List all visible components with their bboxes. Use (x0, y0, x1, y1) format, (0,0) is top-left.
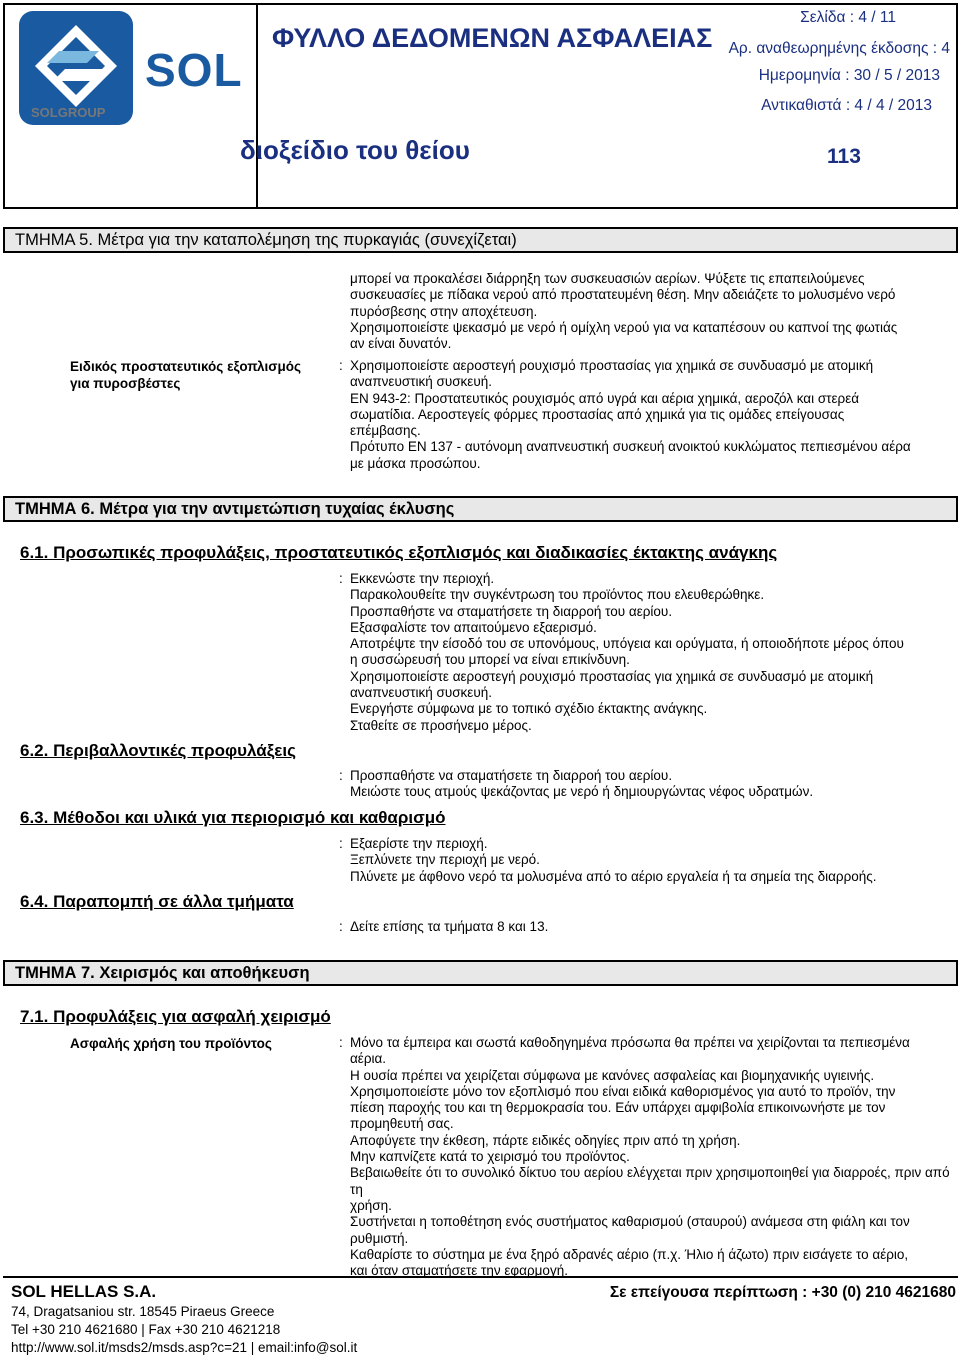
text-line: Ξεπλύνετε την περιοχή με νερό. (350, 852, 540, 868)
text-line: Χρησιμοποιείστε ψεκασμό με νερό ή ομίχλη νερού για να καταπέσουν ου καπνοί της φωτιάς (350, 319, 898, 335)
revision-number: Αρ. αναθεωρημένης έκδοσης : 4 (728, 40, 950, 57)
text-line: συσκευασίες με πίδακα νερού από προστατευμένη θέση. Μην αδειάζετε το μολυσμένο νερό (350, 287, 896, 303)
text-line: Συστήνεται η τοποθέτηση ενός συστήματος καθαρισμού (σταυρού) ανάμεσα στη φιάλη και τον (350, 1214, 910, 1230)
substance-number: 113 (827, 145, 861, 168)
text-line: Μειώστε τους ατμούς ψεκάζοντας με νερό ή δημιουργώντας νέφος υδρατμών. (350, 784, 814, 800)
text-line: Αποτρέψτε την είσοδό του σε υπονόμους, υπόγεια και ορύγματα, ή οποιοδήποτε μέρος όπου (350, 636, 904, 652)
subsection-6-4-title: 6.4. Παραπομπή σε άλλα τμήματα (20, 892, 294, 911)
footer-company: SOL HELLAS S.A. (11, 1282, 157, 1301)
text-line: αναπνευστική συσκευή. (350, 374, 492, 390)
issue-date: Ημερομηνία : 30 / 5 / 2013 (758, 67, 940, 84)
text-line: και όταν σταματήσετε την εφαρμογή. (350, 1263, 568, 1279)
text-line: επέμβασης. (350, 423, 421, 439)
text-line: Η ουσία πρέπει να χειρίζεται σύμφωνα με κανόνες ασφαλείας και βιομηχανικής υγιεινής. (350, 1067, 875, 1083)
text-line: Μόνο τα έμπειρα και σωστά καθοδηγημένα πρόσωπα θα πρέπει να χειρίζονται τα πεπιεσμένα (350, 1035, 910, 1050)
text-line: Μην καπνίζετε κατά το χειρισμό του προϊόντος. (350, 1149, 630, 1165)
page-number: Σελίδα : 4 / 11 (800, 9, 896, 26)
text-line: Προσπαθήστε να σταματήσετε τη διαρροή του αερίου. (350, 768, 673, 783)
text-line: Πρότυπο EN 137 - αυτόνομη αναπνευστική συσκευή ανοικτού κυκλώματος πεπιεσμένου αέρα (350, 439, 911, 455)
text-line: πίεση παροχής του και τη θερμοκρασία του. Εάν υπάρχει αμφιβολία επικοινωνήστε με τον (350, 1100, 886, 1116)
text-line: αναπνευστική συσκευή. (350, 685, 492, 701)
text-line: Χρησιμοποιείστε μόνο τον εξοπλισμό που είναι ειδικά καθορισμένος για αυτό το προϊόν, την (350, 1083, 896, 1099)
replaces-date: Αντικαθιστά : 4 / 4 / 2013 (761, 97, 932, 114)
document-footer (3, 1276, 958, 1356)
text-line: Εκκενώστε την περιοχή. (350, 571, 495, 586)
section-5-bar: ΤΜΗΜΑ 5. Μέτρα για την καταπολέμηση της πυρκαγιάς (συνεχίζεται) (3, 227, 958, 253)
text-line: σωματίδια. Αεροστεγείς φόρμες προστασίας από χημικά για τις ομάδες επείγουσας (350, 406, 845, 422)
section-5-continued-text (350, 271, 955, 352)
document-header (3, 3, 958, 209)
title-cell (240, 5, 721, 207)
logo-subtext: SOLGROUP (31, 105, 106, 120)
text-line: Προσπαθήστε να σταματήσετε τη διαρροή του αερίου. (350, 603, 673, 619)
text-line: Αποφύγετε την έκθεση, πάρτε ειδικές οδηγίες πριν από τη χρήση. (350, 1132, 741, 1148)
substance-name: διοξείδιο του θείου (240, 135, 470, 165)
subsection-7-1-title: 7.1. Προφυλάξεις για ασφαλή χειρισμό (20, 1007, 331, 1026)
equipment-label-line: Ειδικός προστατευτικός εξοπλισμός (70, 359, 302, 374)
section-6-bar: ΤΜΗΜΑ 6. Μέτρα για την αντιμετώπιση τυχαίας έκλυσης (3, 496, 958, 522)
footer-address: 74, Dragatsaniou str. 18545 Piraeus Greece (11, 1304, 275, 1319)
colon: : (339, 358, 343, 373)
text-line: Καθαρίστε το σύστημα με ένα ξηρό αδρανές αέριο (π.χ. Ήλιο ή άζωτο) πριν εισάγετε το αέριο, (350, 1246, 909, 1262)
footer-phone: Tel +30 210 4621680 | Fax +30 210 4621218 (11, 1322, 281, 1337)
text-line: Παρακολουθείτε την συγκέντρωση του προϊόντος που ελευθερώθηκε. (350, 587, 765, 603)
text-line: προμηθευτή σας. (350, 1116, 454, 1132)
subsection-6-2-title: 6.2. Περιβαλλοντικές προφυλάξεις (20, 741, 296, 760)
equipment-text (350, 358, 955, 472)
footer-web-link[interactable]: http://www.sol.it/msds2/msds.asp?c=21 | email:info@sol.it (11, 1340, 358, 1355)
text-line: Εξαερίστε την περιοχή. (350, 836, 488, 851)
text-line: μπορεί να προκαλέσει διάρρηξη των συσκευασιών αερίων. Ψύξετε τις επαπειλούμενες (350, 271, 865, 286)
text-line: ρυθμιστή. (350, 1230, 409, 1246)
text-line: Ενεργήστε σύμφωνα με το τοπικό σχέδιο έκτακτης ανάγκης. (350, 701, 708, 717)
safe-use-text (350, 1035, 955, 1279)
text-line: Δείτε επίσης τα τμήματα 8 και 13. (350, 919, 549, 934)
subsection-6-4-text (350, 919, 955, 935)
text-line: Χρησιμοποιείστε αεροστεγή ρουχισμό προστασίας για χημικά σε συνδυασμό με ατομική (350, 358, 874, 373)
info-cell (721, 5, 956, 207)
subsection-6-1-title: 6.1. Προσωπικές προφυλάξεις, προστατευτικός εξοπλισμός και διαδικασίες έκτακτης ανάγκης (20, 543, 778, 562)
footer-emergency-phone: Σε επείγουσα περίπτωση : +30 (0) 210 4621680 (609, 1284, 956, 1301)
text-line: αν είναι δυνατόν. (350, 336, 452, 352)
safe-use-label: Ασφαλής χρήση του προϊόντος (70, 1036, 272, 1051)
subsection-6-3-title: 6.3. Μέθοδοι και υλικά για περιορισμό και καθαρισμό (20, 808, 446, 827)
subsection-6-2-text (350, 768, 955, 801)
text-line: πυρόσβεσης στην αποχέτευση. (350, 303, 538, 319)
text-line: Βεβαιωθείτε ότι το συνολικό δίκτυο του αερίου ελέγχεται πριν χρησιμοποιηθεί για διαρροές, πριν από τη (350, 1165, 950, 1197)
colon: : (339, 836, 343, 851)
text-line: Σταθείτε σε προσήνεμο μέρος. (350, 717, 532, 733)
colon: : (339, 1035, 343, 1050)
subsection-6-1-text (350, 571, 955, 734)
equipment-label (70, 358, 301, 392)
text-line: EN 943-2: Προστατευτικός ρουχισμός από υγρά και αέρια χημικά, αεροζόλ και στερεά (350, 390, 860, 406)
text-line: Χρησιμοποιείστε αεροστεγή ρουχισμό προστασίας για χημικά σε συνδυασμό με ατομική (350, 668, 874, 684)
text-line: Πλύνετε με άφθονο νερό τα μολυσμένα από το αέριο εργαλεία ή τα σημεία της διαρροής. (350, 868, 877, 884)
document-title: ΦΥΛΛΟ ΔΕΔΟΜΕΝΩΝ ΑΣΦΑΛΕΙΑΣ (272, 23, 713, 53)
text-line: με μάσκα προσώπου. (350, 455, 481, 471)
text-line: αέρια. (350, 1051, 387, 1067)
text-line: Εξασφαλίστε τον απαιτούμενο εξαερισμό. (350, 619, 597, 635)
colon: : (339, 768, 343, 783)
colon: : (339, 919, 343, 934)
logo-cell (5, 5, 258, 207)
equipment-label-line: για πυροσβέστες (70, 376, 181, 391)
colon: : (339, 571, 343, 586)
text-line: χρήση. (350, 1197, 392, 1213)
text-line: η συσσώρευσή του μπορεί να είναι επικίνδυνη. (350, 652, 630, 668)
logo-text: SOL (145, 44, 243, 96)
subsection-6-3-text (350, 836, 955, 885)
section-7-bar: ΤΜΗΜΑ 7. Χειρισμός και αποθήκευση (3, 960, 958, 986)
